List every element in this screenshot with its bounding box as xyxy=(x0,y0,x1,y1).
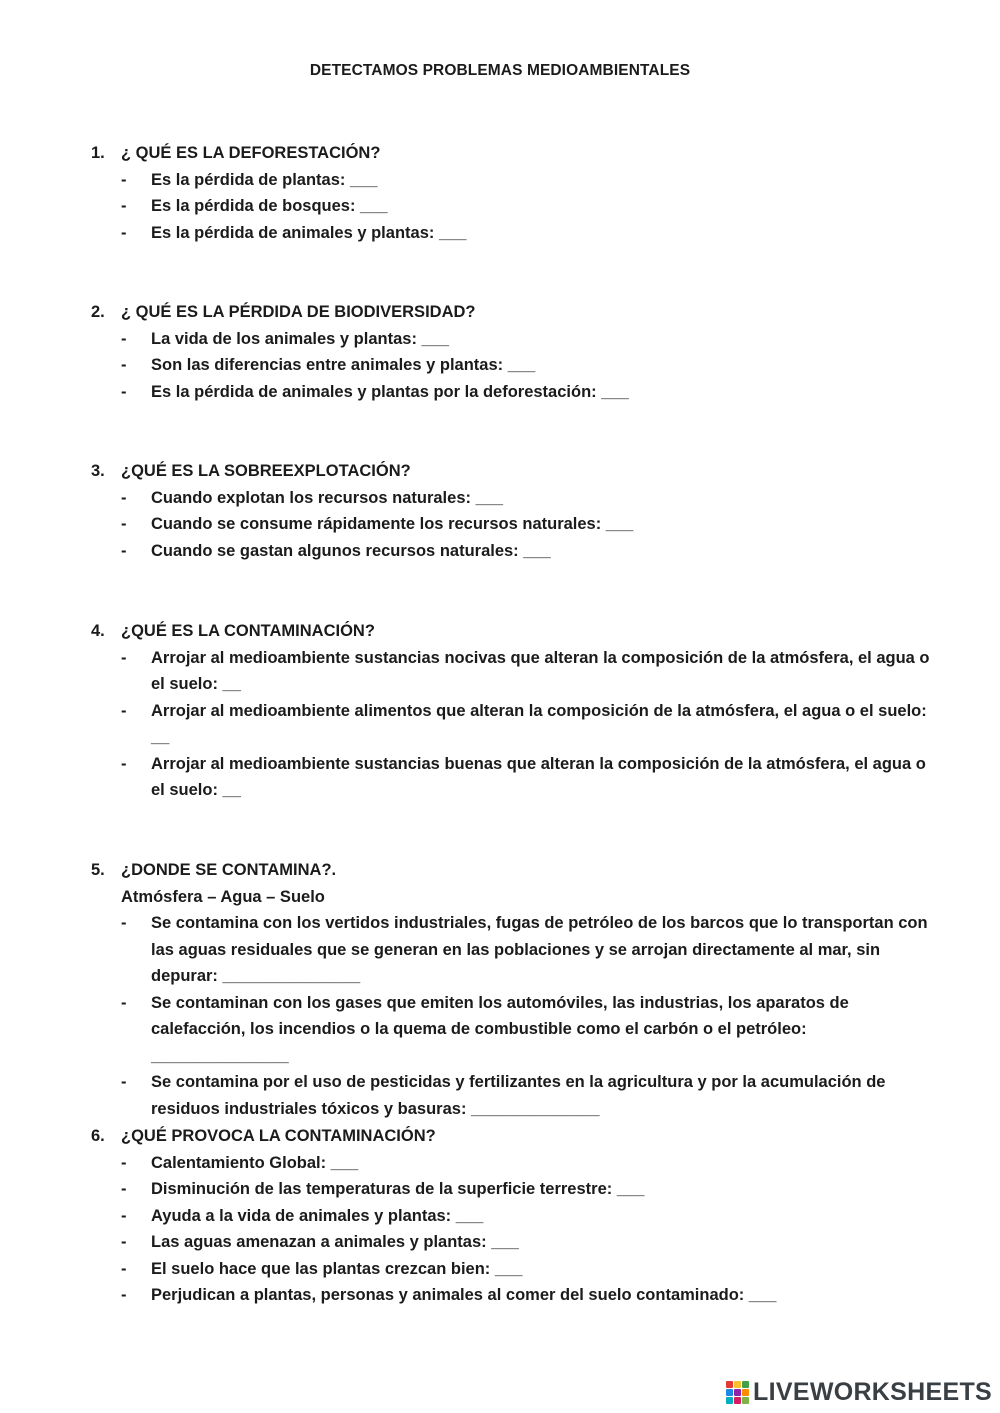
option-item[interactable] xyxy=(121,1229,941,1256)
question-text: ¿ QUÉ ES LA PÉRDIDA DE BIODIVERSIDAD? xyxy=(121,303,476,321)
option-item[interactable] xyxy=(121,910,941,990)
question-text: ¿QUÉ PROVOCA LA CONTAMINACIÓN? xyxy=(121,1127,436,1145)
dash-bullet: - xyxy=(121,382,127,401)
dash-bullet: - xyxy=(121,223,127,242)
option-text: La vida de los animales y plantas: ___ xyxy=(151,329,450,348)
option-text: Es la pérdida de bosques: ___ xyxy=(151,197,388,215)
option-text: Arrojar al medioambiente sustancias nocivas que alteran la composición de la atmósfera, el agua o el suelo: __ xyxy=(151,648,930,693)
question-text: ¿DONDE SE CONTAMINA?. xyxy=(121,861,337,879)
option-item[interactable] xyxy=(121,538,941,565)
question-heading xyxy=(91,458,941,485)
option-text: Perjudican a plantas, personas y animales al comer del suelo contaminado: ___ xyxy=(151,1286,777,1304)
option-text: Es la pérdida de animales y plantas: ___ xyxy=(151,223,467,242)
dash-bullet: - xyxy=(121,754,127,773)
question-number: 4. xyxy=(91,622,105,640)
option-item[interactable] xyxy=(121,220,941,247)
option-text: Cuando se gastan algunos recursos naturales: ___ xyxy=(151,541,551,560)
option-item[interactable] xyxy=(121,1069,941,1122)
question-number: 6. xyxy=(91,1127,105,1145)
option-text: Es la pérdida de plantas: ___ xyxy=(151,170,378,189)
option-item[interactable] xyxy=(121,193,941,220)
option-item[interactable] xyxy=(121,645,941,698)
question-6 xyxy=(91,1123,941,1309)
dash-bullet: - xyxy=(121,701,127,720)
liveworksheets-logo xyxy=(726,1378,992,1407)
option-text: Son las diferencias entre animales y plantas: ___ xyxy=(151,356,536,374)
dash-bullet: - xyxy=(121,1286,127,1304)
option-text: Ayuda a la vida de animales y plantas: ___ xyxy=(151,1206,484,1225)
dash-bullet: - xyxy=(121,1206,127,1225)
question-text: ¿ QUÉ ES LA DEFORESTACIÓN? xyxy=(121,144,381,162)
option-list xyxy=(91,485,941,565)
option-text: Arrojar al medioambiente sustancias buenas que alteran la composición de la atmósfera, el agua o el suelo: __ xyxy=(151,754,926,799)
option-item[interactable] xyxy=(121,751,941,804)
page-title: DETECTAMOS PROBLEMAS MEDIOAMBIENTALES xyxy=(309,62,691,79)
question-text: ¿QUÉ ES LA CONTAMINACIÓN? xyxy=(121,622,375,640)
option-list xyxy=(91,167,941,247)
dash-bullet: - xyxy=(121,1153,127,1172)
option-text: Es la pérdida de animales y plantas por la deforestación: ___ xyxy=(151,382,629,401)
option-list xyxy=(91,645,941,804)
question-number: 1. xyxy=(91,144,105,162)
logo-text: LIVEWORKSHEETS xyxy=(753,1378,992,1406)
question-4 xyxy=(91,618,941,804)
question-number: 3. xyxy=(91,462,105,480)
option-item[interactable] xyxy=(121,1150,941,1177)
dash-bullet: - xyxy=(121,1180,127,1198)
question-3 xyxy=(91,458,941,564)
question-5 xyxy=(91,857,941,1122)
option-item[interactable] xyxy=(121,326,941,353)
dash-bullet: - xyxy=(121,1259,127,1278)
option-text: Se contaminan con los gases que emiten los automóviles, las industrias, los aparatos de calefacción, los incendios o la quema de combustible como el carbón o el petróleo: _______________ xyxy=(151,993,849,1065)
option-item[interactable] xyxy=(121,1282,941,1309)
question-heading xyxy=(91,140,941,167)
option-item[interactable] xyxy=(121,1203,941,1230)
question-heading xyxy=(91,618,941,645)
dash-bullet: - xyxy=(121,1073,127,1091)
question-2 xyxy=(91,299,941,405)
dash-bullet: - xyxy=(121,329,127,348)
option-list xyxy=(91,326,941,406)
dash-bullet: - xyxy=(121,993,127,1012)
question-text: ¿QUÉ ES LA SOBREEXPLOTACIÓN? xyxy=(121,462,411,480)
option-item[interactable] xyxy=(121,352,941,379)
option-item[interactable] xyxy=(121,698,941,751)
option-text: Cuando se consume rápidamente los recursos naturales: ___ xyxy=(151,515,634,533)
dash-bullet: - xyxy=(121,541,127,560)
option-item[interactable] xyxy=(121,485,941,512)
option-item[interactable] xyxy=(121,511,941,538)
dash-bullet: - xyxy=(121,170,127,189)
question-1 xyxy=(91,140,941,246)
option-text: El suelo hace que las plantas crezcan bien: ___ xyxy=(151,1259,523,1278)
dash-bullet: - xyxy=(121,648,127,667)
dash-bullet: - xyxy=(121,515,127,533)
option-text: Cuando explotan los recursos naturales: ___ xyxy=(151,488,504,507)
option-list xyxy=(91,910,941,1122)
option-text: Disminución de las temperaturas de la superficie terrestre: ___ xyxy=(151,1180,645,1198)
option-item[interactable] xyxy=(121,1256,941,1283)
option-text: Se contamina por el uso de pesticidas y fertilizantes en la agricultura y por la acumulación de residuos industriales tóxicos y basuras: ______________ xyxy=(151,1073,886,1118)
dash-bullet: - xyxy=(121,914,127,932)
option-item[interactable] xyxy=(121,1176,941,1203)
option-item[interactable] xyxy=(121,167,941,194)
question-number: 5. xyxy=(91,861,105,879)
logo-grid-icon xyxy=(726,1381,749,1404)
option-item[interactable] xyxy=(121,990,941,1070)
dash-bullet: - xyxy=(121,488,127,507)
question-heading xyxy=(91,857,941,884)
option-list xyxy=(91,1150,941,1309)
question-heading xyxy=(91,299,941,326)
question-number: 2. xyxy=(91,303,105,321)
dash-bullet: - xyxy=(121,197,127,215)
option-text: Arrojar al medioambiente alimentos que alteran la composición de la atmósfera, el agua o el suelo: __ xyxy=(151,701,927,746)
question-heading xyxy=(91,1123,941,1150)
option-text: Calentamiento Global: ___ xyxy=(151,1153,359,1172)
option-item[interactable] xyxy=(121,379,941,406)
option-text: Se contamina con los vertidos industriales, fugas de petróleo de los barcos que lo transportan con las aguas residuales que se generan en las poblaciones y se arrojan directamente al mar, sin depurar: _______________ xyxy=(151,914,928,985)
option-text: Las aguas amenazan a animales y plantas: ___ xyxy=(151,1233,519,1251)
dash-bullet: - xyxy=(121,356,127,374)
dash-bullet: - xyxy=(121,1233,127,1251)
question-subheading: Atmósfera – Agua – Suelo xyxy=(121,887,325,906)
